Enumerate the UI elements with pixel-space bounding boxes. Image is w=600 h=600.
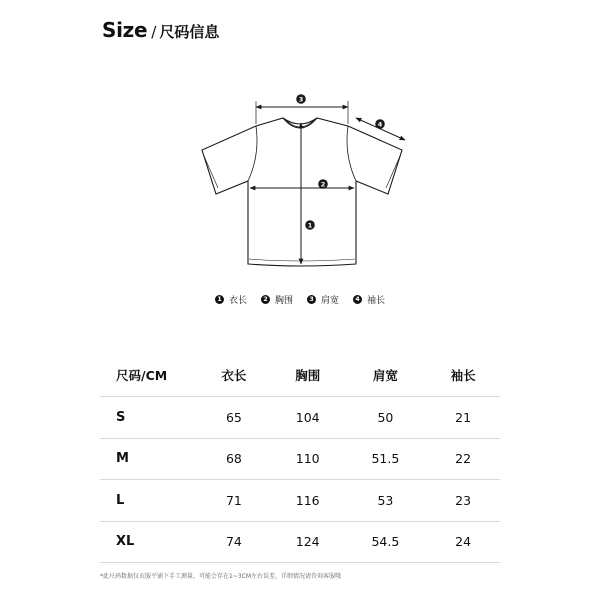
legend-num-2: 2 (261, 295, 270, 304)
legend-label-length: 衣长 (228, 296, 247, 306)
cell-chest: 124 (271, 521, 345, 563)
cell-size: XL (100, 521, 197, 563)
cell-sleeve: 22 (426, 438, 500, 480)
measurement-footnote: *此尺码数据仅衣服平铺下手工测量，可能会存在1~3CM左右误差，详细情况请咨询客服哦 (100, 573, 342, 580)
legend-label-chest: 胸围 (274, 296, 293, 306)
title-separator: / (151, 23, 157, 41)
cell-length: 65 (197, 397, 271, 439)
legend-num-1: 1 (215, 295, 224, 304)
badge-2 (318, 179, 328, 189)
title-zh: 尺码信息 (159, 23, 220, 41)
cell-sleeve: 21 (426, 397, 500, 439)
header-chest: 胸围 (271, 354, 345, 397)
cell-shoulder: 51.5 (345, 438, 427, 480)
legend-item-length (215, 293, 247, 306)
cell-sleeve: 24 (426, 521, 500, 563)
header-length: 衣长 (197, 354, 271, 397)
table-header-row (100, 354, 500, 397)
header-sleeve: 袖长 (426, 354, 500, 397)
badge-1-label: 1 (307, 221, 313, 230)
measurement-legend (0, 293, 600, 306)
badge-3 (296, 94, 306, 104)
legend-item-shoulder (307, 293, 339, 306)
header-size: 尺码/CM (100, 354, 197, 397)
badge-2-label: 2 (320, 180, 326, 189)
legend-num-3: 3 (307, 295, 316, 304)
table-row (100, 438, 500, 480)
cell-chest: 116 (271, 480, 345, 522)
cell-shoulder: 53 (345, 480, 427, 522)
table-row (100, 397, 500, 439)
header-shoulder: 肩宽 (345, 354, 427, 397)
legend-num-4: 4 (353, 295, 362, 304)
badge-4-label: 4 (377, 120, 383, 129)
cell-chest: 110 (271, 438, 345, 480)
table-row (100, 521, 500, 563)
cell-size: M (100, 438, 197, 480)
cell-shoulder: 50 (345, 397, 427, 439)
cell-length: 71 (197, 480, 271, 522)
cell-chest: 104 (271, 397, 345, 439)
cell-length: 68 (197, 438, 271, 480)
legend-item-sleeve (353, 293, 385, 306)
cell-shoulder: 54.5 (345, 521, 427, 563)
cell-size: S (100, 397, 197, 439)
legend-label-shoulder: 肩宽 (321, 296, 340, 306)
cell-size: L (100, 480, 197, 522)
badge-1 (305, 220, 315, 230)
legend-item-chest (261, 293, 293, 306)
badge-3-label: 3 (298, 95, 304, 104)
tshirt-outline-icon (202, 118, 402, 266)
legend-label-sleeve: 袖长 (367, 296, 386, 306)
cell-sleeve: 23 (426, 480, 500, 522)
title-en: Size (102, 18, 148, 42)
size-table (100, 354, 500, 563)
table-row (100, 480, 500, 522)
badge-4 (375, 119, 385, 129)
cell-length: 74 (197, 521, 271, 563)
